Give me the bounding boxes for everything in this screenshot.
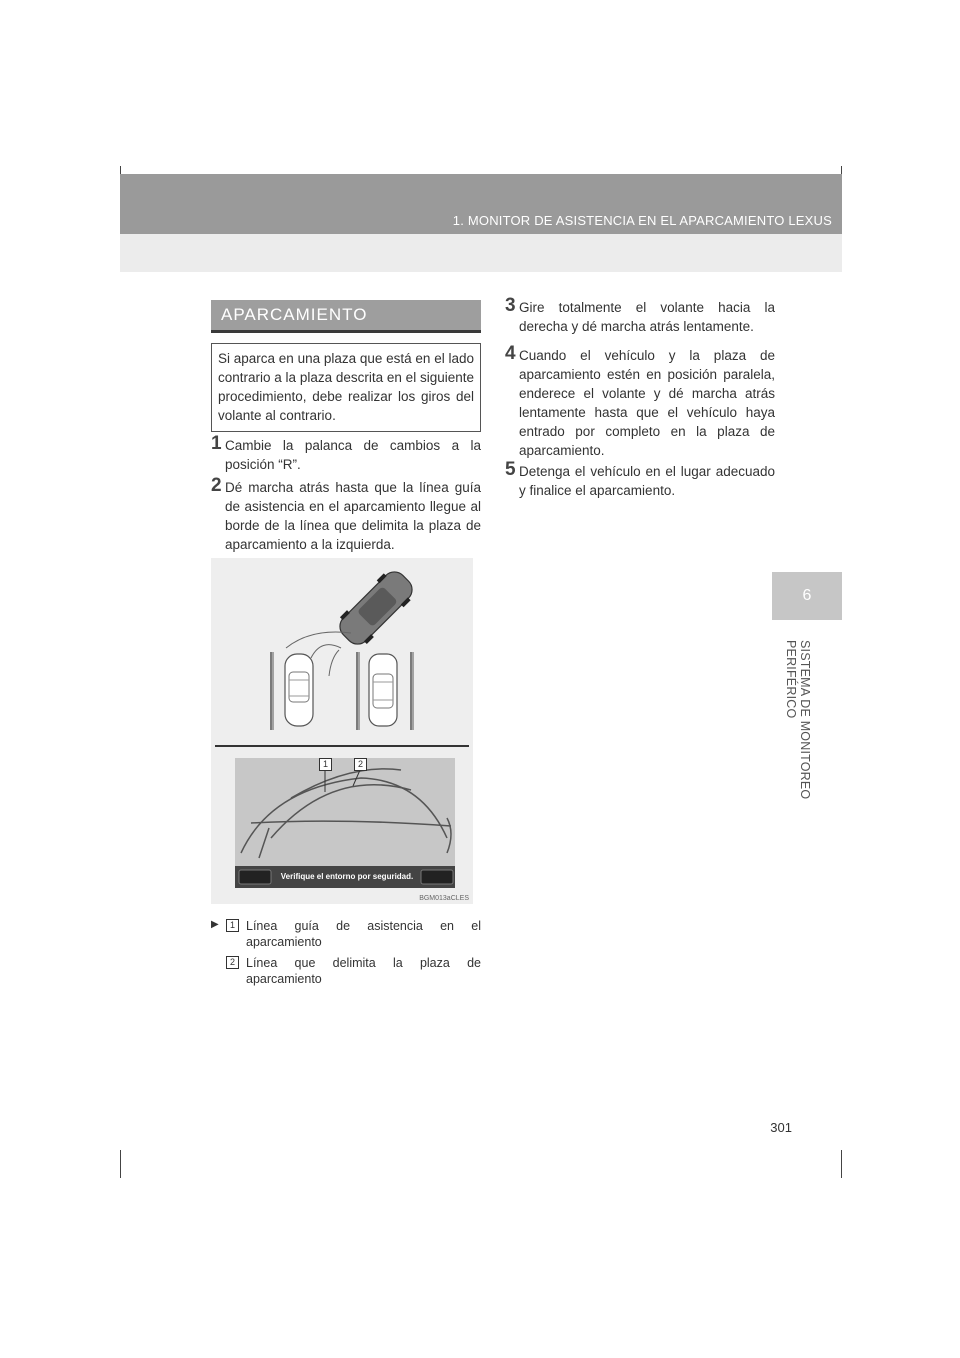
- guide-arc: [311, 645, 341, 658]
- parking-diagram: [211, 558, 473, 904]
- step-3: [505, 295, 775, 336]
- header-subband: [120, 234, 842, 272]
- legend-marker-2: 2: [226, 956, 239, 969]
- step-text: Cuando el vehículo y la plaza de aparcamiento estén en posición paralela, enderece el volante y dé marcha atrás lentamente hasta que el vehículo haya entrado por completo en la plaza de aparcamiento.: [519, 348, 775, 458]
- section-rule: [211, 330, 481, 333]
- step-text: Gire totalmente el volante hacia la derecha y dé marcha atrás lentamente.: [519, 300, 775, 334]
- parking-illustration: [211, 558, 473, 904]
- step-1: [211, 433, 481, 474]
- status-right-indicator: [421, 870, 453, 884]
- legend-text-1: Línea guía de asistencia en el aparcamiento: [246, 919, 481, 949]
- chapter-label: SISTEMA DE MONITOREO PERIFÉRICO: [784, 640, 812, 800]
- header-band: [120, 174, 842, 234]
- step-4: [505, 343, 775, 460]
- legend-text-2: Línea que delimita la plaza de aparcamiento: [246, 956, 481, 986]
- chapter-number: 6: [802, 587, 812, 604]
- figure-marker-2: 2: [354, 758, 367, 771]
- crop-mark: [120, 1150, 121, 1178]
- parked-car: [285, 654, 313, 726]
- step-number: 2: [211, 475, 222, 496]
- step-5: [505, 459, 775, 500]
- figure-marker-1: 1: [319, 758, 332, 771]
- legend-marker-1: 1: [226, 919, 239, 932]
- legend-arrow-icon: ▶: [211, 919, 219, 930]
- step-2: [211, 475, 481, 554]
- page-number: 301: [770, 1120, 792, 1135]
- step-text: Cambie la palanca de cambios a la posición “R”.: [225, 438, 481, 472]
- status-left-indicator: [239, 870, 271, 884]
- figure-code: BGM013aCLES: [419, 895, 469, 902]
- section-box: [211, 300, 481, 432]
- section-note: Si aparca en una plaza que está en el lado contrario a la plaza descrita en el siguiente procedimiento, debe realizar los giros del volante al contrario.: [211, 343, 481, 432]
- step-number: 3: [505, 295, 516, 316]
- step-number: 5: [505, 459, 516, 480]
- step-number: 1: [211, 433, 222, 454]
- crop-mark: [841, 1150, 842, 1178]
- section-title: APARCAMIENTO: [211, 300, 481, 330]
- step-number: 4: [505, 343, 516, 364]
- step-text: Dé marcha atrás hasta que la línea guía de asistencia en el aparcamiento llegue al borde de la línea que delimita la plaza de aparcamiento a la izquierda.: [225, 480, 481, 552]
- chapter-tab: [772, 572, 842, 620]
- reversing-car: [333, 565, 419, 651]
- parked-car: [369, 654, 397, 726]
- guide-arc: [329, 650, 339, 676]
- step-text: Detenga el vehículo en el lugar adecuado y finalice el aparcamiento.: [519, 464, 775, 498]
- header-title: 1. MONITOR DE ASISTENCIA EN EL APARCAMIENTO LEXUS: [452, 213, 832, 228]
- screen-message: Verifique el entorno por seguridad.: [280, 872, 414, 881]
- guide-arc: [286, 632, 351, 648]
